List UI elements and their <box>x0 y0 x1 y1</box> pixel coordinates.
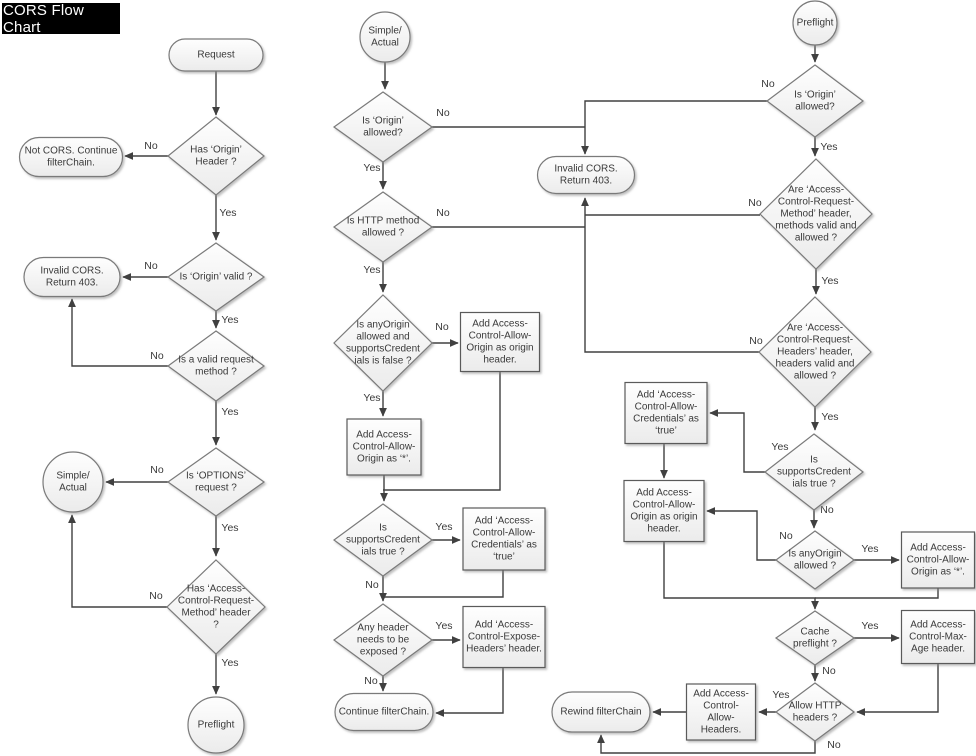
process-add-max-age-header-label: Add Access-Control-Max-Age header. <box>909 619 967 655</box>
edge-options-yes <box>216 516 239 556</box>
edge-anyorigin3-yes-label: Yes <box>861 542 879 555</box>
edge-origin-allowed3-yes <box>815 137 838 156</box>
node-simple-actual-middle <box>360 12 410 62</box>
edge-acrh-no <box>585 198 763 352</box>
decision-supportscredentials-true-middle-label: Is supportsCredent ials true ? <box>346 522 420 558</box>
edge-origin-valid-yes <box>216 311 239 328</box>
edge-valid-method-yes <box>216 401 239 445</box>
edge-has-origin-no <box>125 140 168 156</box>
edge-supports-cred2-no <box>365 576 383 601</box>
edge-valid-method-yes-label: Yes <box>221 405 239 418</box>
edge-origin-valid-no <box>123 260 168 277</box>
edge-anyorigin-false-yes-label: Yes <box>363 391 381 404</box>
decision-is-valid-request-method <box>168 331 264 401</box>
edge-acrm-yes-label: Yes <box>821 274 839 287</box>
process-add-expose-headers-label: Add ‘Access-Control-Expose-Headers’ header. <box>466 619 542 655</box>
edge-acrh-yes <box>815 407 839 430</box>
edge-http-yes <box>363 262 383 292</box>
chart-title: CORS Flow Chart <box>2 3 120 34</box>
edge-origin-valid-no-label: No <box>144 259 158 272</box>
decision-any-header-needs-exposed <box>334 604 432 676</box>
process-add-acao-origin-header-right <box>624 481 704 542</box>
edge-origin-allowed2-yes <box>363 162 383 189</box>
process-add-expose-headers <box>463 607 545 668</box>
edge-aceh-out <box>436 668 503 713</box>
process-add-acao-star-right <box>902 532 975 588</box>
node-continue-filterchain-label: Continue filterChain. <box>338 706 430 718</box>
node-preflight-right-label: Preflight <box>796 17 834 29</box>
edge-has-origin-yes <box>216 195 237 240</box>
edge-anyorigin-false-no <box>432 321 458 343</box>
edge-origin-allowed3-no-label: No <box>761 77 775 90</box>
decision-acr-method-valid-allowed <box>760 159 872 269</box>
edge-acrm-yes <box>816 269 839 294</box>
decision-allow-http-headers-label: Allow HTTP headers ? <box>788 700 842 724</box>
process-add-acac-true-middle-label: Add ‘Access-Control-Allow-Credentials’ as ‘true’ <box>471 515 537 563</box>
edge-acao-star3-out <box>815 588 938 598</box>
edge-anyorigin-false-yes <box>363 391 383 416</box>
edge-origin-allowed2-no-label: No <box>436 106 450 119</box>
edge-cache-yes-label: Yes <box>861 619 879 632</box>
process-add-allow-headers <box>687 684 756 740</box>
process-add-acac-true-middle <box>463 508 545 570</box>
process-add-acao-origin-header-middle-label: Add Access-Control-Allow-Origin as origin header. <box>466 318 534 366</box>
node-rewind-filterchain <box>552 692 650 732</box>
edge-cache-no-label: No <box>822 664 836 677</box>
edge-origin-valid-yes-label: Yes <box>221 313 239 326</box>
edge-acac2-out <box>383 570 503 597</box>
process-add-acao-star-middle-label: Add Access-Control-Allow-Origin as ‘*’. <box>352 429 416 465</box>
node-invalid-cors-return-403-middle <box>538 157 635 194</box>
decision-cache-preflight-label: Cache preflight ? <box>793 626 837 650</box>
decision-is-origin-allowed-preflight <box>767 65 863 137</box>
decision-anyorigin-allowed-supportscredentials-false <box>334 295 432 391</box>
decision-is-valid-request-method-label: Is a valid request method ? <box>178 354 254 378</box>
decision-acr-headers-valid-allowed-label: Are ‘Access-Control-Request-Headers’ header, headers valid and allowed ? <box>775 322 855 382</box>
decision-is-anyorigin-allowed-label: Is anyOrigin allowed ? <box>788 548 842 572</box>
edge-any-header-no-label: No <box>364 674 378 687</box>
node-continue-filterchain <box>335 694 433 731</box>
edge-acrm-no-label: No <box>748 196 762 209</box>
decision-is-origin-allowed-simple <box>334 92 432 162</box>
edge-supports-cred2-yes-label: Yes <box>435 520 453 533</box>
edge-origin-allowed3-no <box>585 78 775 154</box>
process-add-acac-true-right <box>625 383 707 444</box>
edge-has-origin-yes-label: Yes <box>219 206 237 219</box>
node-simple-actual-left-label: Simple/ Actual <box>56 470 90 494</box>
node-preflight-right <box>793 1 837 45</box>
decision-cache-preflight <box>776 611 854 665</box>
process-add-acao-star-middle <box>347 419 421 475</box>
node-rewind-filterchain-label: Rewind filterChain <box>560 706 642 718</box>
decision-is-origin-valid <box>168 243 264 311</box>
edge-http-no <box>430 207 585 227</box>
edge-any-header-yes <box>432 620 460 640</box>
edge-anyorigin3-no-label: No <box>779 529 793 542</box>
edge-supports-cred2-no-label: No <box>365 578 379 591</box>
process-add-acao-star-right-label: Add Access-Control-Allow-Origin as ‘*’. <box>906 542 970 578</box>
edge-cache-no <box>815 665 836 681</box>
decision-has-access-control-request-method-header <box>167 560 265 654</box>
node-layer <box>20 1 975 753</box>
edge-supports-cred2-yes <box>432 521 460 540</box>
process-add-acac-true-right-label: Add ‘Access-Control-Allow-Credentials’ as ‘true’ <box>633 389 699 437</box>
decision-any-header-needs-exposed-label: Any header needs to be exposed ? <box>356 622 410 658</box>
edge-supports-cred3-no-label: No <box>820 503 834 516</box>
node-preflight-left <box>188 697 244 753</box>
edge-maxage-out <box>857 664 938 712</box>
node-invalid-cors-return-403-left-label: Invalid CORS. Return 403. <box>40 265 104 289</box>
edge-origin-allowed2-no <box>432 107 585 127</box>
node-request <box>169 39 263 71</box>
edge-options-no <box>106 464 168 482</box>
edge-supports-cred3-yes-label: Yes <box>771 440 789 453</box>
edge-valid-method-no-label: No <box>150 349 164 362</box>
node-request-label: Request <box>197 49 235 61</box>
edge-options-yes-label: Yes <box>221 521 239 534</box>
process-add-acao-origin-header-middle <box>461 313 540 372</box>
edge-valid-method-no <box>72 299 168 366</box>
edge-any-header-yes-label: Yes <box>435 619 453 632</box>
edge-has-acrm-no <box>72 515 167 607</box>
decision-is-origin-valid-label: Is ‘Origin’ valid ? <box>179 271 253 283</box>
process-add-acao-origin-header-right-label: Add Access-Control-Allow-Origin as origin header. <box>630 487 698 535</box>
edge-allow-http-no-label: No <box>827 738 841 751</box>
node-not-cors-continue-filterchain-label: Not CORS. Continue filterChain. <box>24 145 118 169</box>
edge-cache-yes <box>854 620 899 638</box>
edge-has-origin-no-label: No <box>144 139 158 152</box>
edge-any-header-no <box>364 675 383 691</box>
edge-acrh-yes-label: Yes <box>821 410 839 423</box>
node-preflight-left-label: Preflight <box>197 719 235 731</box>
process-add-allow-headers-label: Add Access-Control-Allow-Headers. <box>693 688 749 736</box>
decision-is-origin-allowed-preflight-label: Is ‘Origin’ allowed? <box>794 89 836 113</box>
edge-http-yes-label: Yes <box>363 263 381 276</box>
decision-is-options-request <box>168 448 264 516</box>
decision-acr-headers-valid-allowed <box>759 297 871 407</box>
edge-anyorigin-false-no-label: No <box>435 320 449 333</box>
edge-http-no-label: No <box>436 206 450 219</box>
decision-supportscredentials-true-middle <box>334 504 432 576</box>
edge-acrm-no <box>585 197 762 215</box>
edge-origin-allowed2-yes-label: Yes <box>363 161 381 174</box>
edge-anyorigin3-yes <box>854 543 899 560</box>
edge-has-acrm-yes-label: Yes <box>221 656 239 669</box>
decision-has-origin-header <box>168 117 264 195</box>
edge-anyorigin3-no <box>707 511 793 560</box>
node-simple-actual-left <box>43 452 103 512</box>
decision-has-access-control-request-method-header-label: Has ‘Access-Control-Request-Method’ header ? <box>177 583 255 631</box>
node-invalid-cors-return-403-middle-label: Invalid CORS. Return 403. <box>554 163 618 187</box>
edge-acrh-no-label: No <box>749 334 763 347</box>
edge-has-acrm-no-label: No <box>149 589 163 602</box>
decision-acr-method-valid-allowed-label: Are ‘Access-Control-Request-Method’ header, methods valid and allowed ? <box>775 184 857 244</box>
edge-origin-allowed3-yes-label: Yes <box>820 140 838 153</box>
decision-anyorigin-allowed-supportscredentials-false-label: Is anyOrigin allowed and supportsCredent ials is false ? <box>346 319 420 367</box>
edge-has-acrm-yes <box>216 654 239 694</box>
edge-options-no-label: No <box>150 463 164 476</box>
decision-is-http-method-allowed-label: Is HTTP method allowed ? <box>346 215 420 239</box>
decision-is-options-request-label: Is ‘OPTIONS’ request ? <box>185 470 247 494</box>
decision-has-origin-header-label: Has ‘Origin’ Header ? <box>190 144 242 168</box>
edge-allow-http-yes-label: Yes <box>772 688 790 701</box>
decision-supportscredentials-true-right-label: Is supportsCredent ials true ? <box>777 454 851 490</box>
process-add-max-age-header <box>902 611 975 664</box>
decision-is-origin-allowed-simple-label: Is ‘Origin’ allowed? <box>362 115 404 139</box>
node-simple-actual-middle-label: Simple/ Actual <box>368 25 402 49</box>
node-not-cors-continue-filterchain <box>20 138 123 177</box>
decision-is-http-method-allowed <box>334 192 432 262</box>
node-invalid-cors-return-403-left <box>24 258 120 297</box>
